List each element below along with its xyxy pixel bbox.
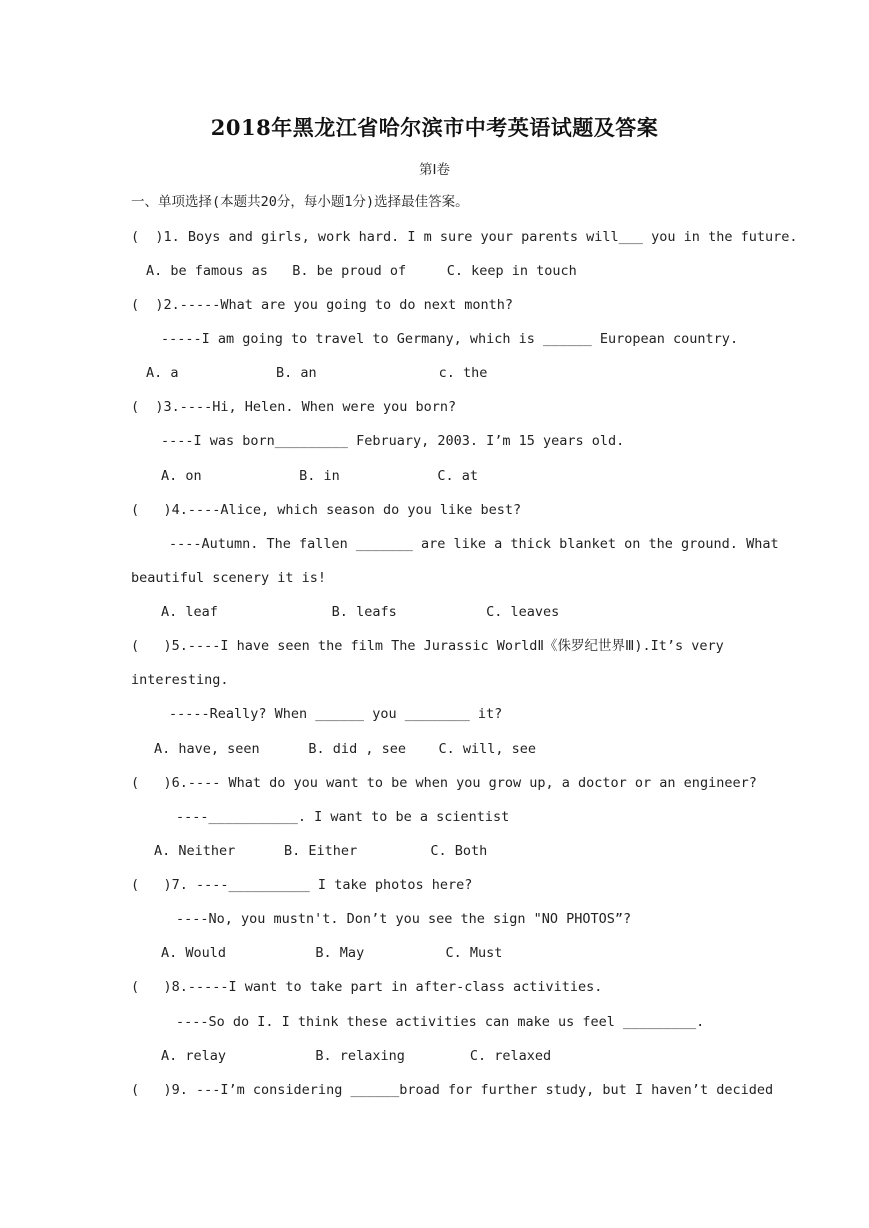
question-8-stem: ( )8.-----I want to take part in after-class activities.: [131, 979, 603, 995]
section-heading: 一、单项选择(本题共20分，每小题1分)选择最佳答案。: [131, 194, 469, 210]
question-1-options: A. be famous as B. be proud of C. keep in touch: [146, 263, 577, 279]
question-4-dialog-cont: beautiful scenery it is!: [131, 570, 327, 586]
question-5-options: A. have, seen B. did , see C. will, see: [154, 741, 537, 757]
question-2-stem: ( )2.-----What are you going to do next month?: [131, 297, 514, 313]
question-4-dialog: ----Autumn. The fallen _______ are like a thick blanket on the ground. What: [169, 536, 779, 552]
question-2-options: A. a B. an c. the: [146, 365, 488, 381]
question-5-dialog: -----Really? When ______ you ________ it?: [169, 706, 503, 722]
question-9-stem: ( )9. ---I’m considering ______broad for further study, but I haven’t decided: [131, 1082, 774, 1098]
question-3-stem: ( )3.----Hi, Helen. When were you born?: [131, 399, 457, 415]
page-subtitle: 第Ⅰ卷: [419, 162, 450, 178]
question-5-stem: ( )5.----I have seen the film The Jurassic WorldⅡ《侏罗纪世界Ⅲ).It’s very: [131, 638, 724, 654]
page-title: 2018年黑龙江省哈尔滨市中考英语试题及答案: [210, 115, 659, 140]
question-8-dialog: ----So do I. I think these activities can make us feel _________.: [176, 1014, 705, 1030]
question-3-options: A. on B. in C. at: [161, 468, 478, 484]
question-7-stem: ( )7. ----__________ I take photos here?: [131, 877, 473, 893]
question-5-stem-cont: interesting.: [131, 672, 229, 688]
question-4-stem: ( )4.----Alice, which season do you like best?: [131, 502, 522, 518]
question-7-dialog: ----No, you mustn't. Don’t you see the sign "NO PHOTOS”?: [176, 911, 632, 927]
question-1-stem: ( )1. Boys and girls, work hard. I m sure your parents will___ you in the future.: [131, 229, 798, 245]
question-6-options: A. Neither B. Either C. Both: [154, 843, 488, 859]
question-8-options: A. relay B. relaxing C. relaxed: [161, 1048, 552, 1064]
question-2-dialog: -----I am going to travel to Germany, which is ______ European country.: [161, 331, 739, 347]
question-4-options: A. leaf B. leafs C. leaves: [161, 604, 560, 620]
question-6-stem: ( )6.---- What do you want to be when you grow up, a doctor or an engineer?: [131, 775, 757, 791]
question-3-dialog: ----I was born_________ February, 2003. I’m 15 years old.: [161, 433, 625, 449]
question-7-options: A. Would B. May C. Must: [161, 945, 503, 961]
question-6-dialog: ----___________. I want to be a scientist: [176, 809, 510, 825]
